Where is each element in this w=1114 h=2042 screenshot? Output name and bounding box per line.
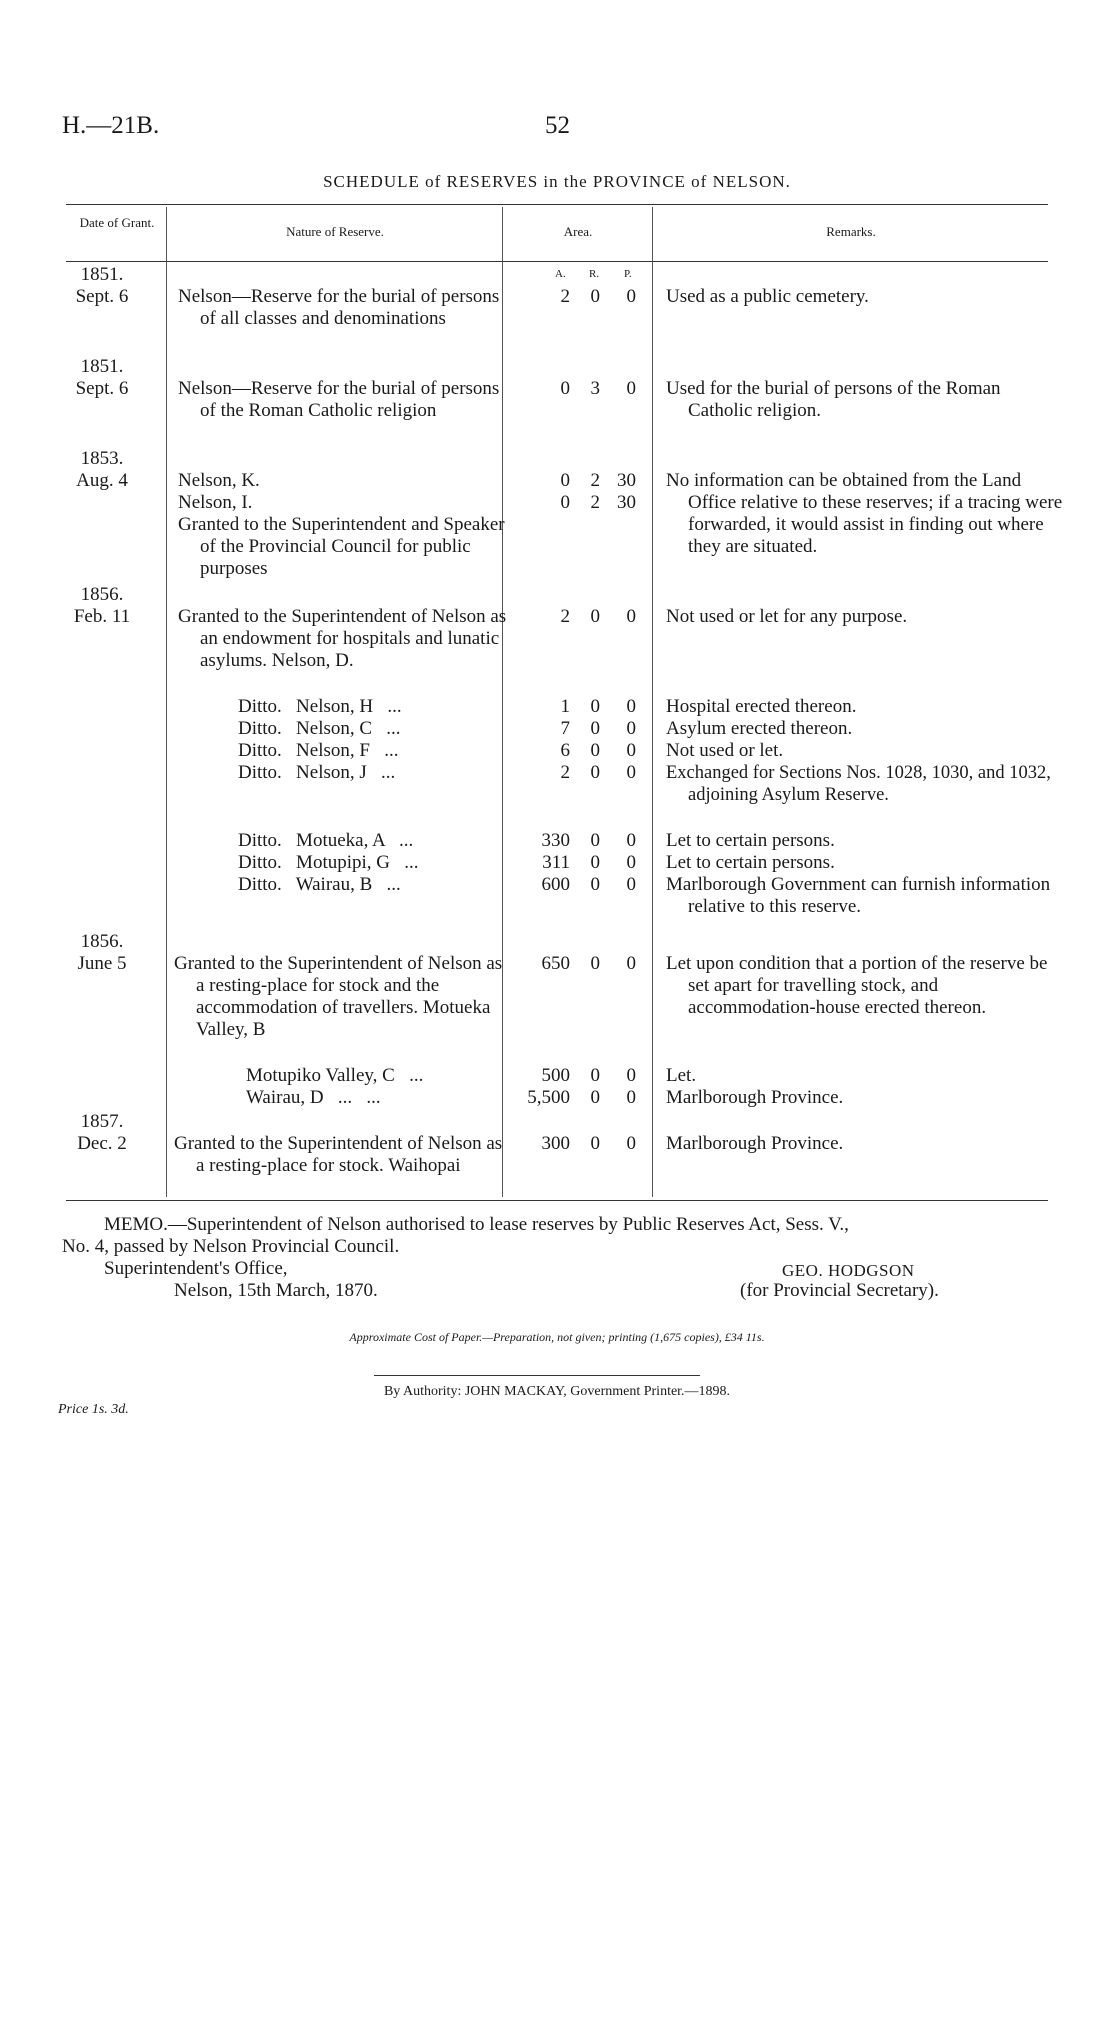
area-acres: 1 (560, 696, 570, 717)
area-perches: 0 (626, 378, 636, 399)
reserve-nature: Granted to the Superintendent and Speaker of the Provincial Council for public purposes (178, 514, 505, 579)
area-perches: 0 (626, 696, 636, 717)
area-subheader-acres: A. (555, 268, 566, 280)
area-perches: 0 (626, 830, 636, 851)
area-roods: 0 (590, 718, 600, 739)
table-bottom-rule (66, 1200, 1048, 1201)
reserve-nature: Motupiko Valley, C ... (246, 1065, 424, 1086)
area-perches: 0 (626, 286, 636, 307)
paper-cost-note: Approximate Cost of Paper.—Preparation, not given; printing (1,675 copies), £34 11s. (349, 1330, 765, 1344)
reserve-nature: Ditto. Motueka, A ... (238, 830, 414, 851)
reserve-remarks: Marlborough Province. (666, 1133, 844, 1154)
area-perches: 0 (626, 718, 636, 739)
grant-date: Aug. 4 (76, 470, 128, 491)
area-acres: 0 (560, 492, 570, 513)
column-divider-2 (502, 207, 503, 1197)
reserve-nature: Granted to the Superintendent of Nelson as a resting-place for stock. Waihopai (174, 1133, 503, 1176)
area-perches: 0 (626, 606, 636, 627)
authority-line: By Authority: JOHN MACKAY, Government Printer.—1898. (383, 1384, 731, 1399)
area-roods: 0 (590, 606, 600, 627)
grant-year: 1851. (80, 356, 124, 377)
grant-year: 1856. (80, 931, 124, 952)
area-roods: 0 (590, 830, 600, 851)
area-roods: 0 (590, 1065, 600, 1086)
reserve-remarks: Let. (666, 1065, 697, 1086)
reserve-nature: Ditto. Nelson, J ... (238, 762, 396, 783)
area-perches: 30 (617, 492, 636, 513)
area-acres: 330 (541, 830, 570, 851)
reserve-remarks: Marlborough Government can furnish information relative to this reserve. (666, 874, 1051, 917)
grant-year: 1857. (80, 1111, 124, 1132)
reserve-remarks: Let to certain persons. (666, 852, 835, 873)
area-roods: 0 (590, 1087, 600, 1108)
reserve-nature: Ditto. Motupipi, G ... (238, 852, 419, 873)
reserve-remarks: Asylum erected thereon. (666, 718, 853, 739)
area-perches: 30 (617, 470, 636, 491)
area-acres: 6 (560, 740, 570, 761)
reserve-remarks: Hospital erected thereon. (666, 696, 857, 717)
area-acres: 650 (541, 953, 570, 974)
authority-rule (374, 1375, 700, 1376)
reserve-nature: Nelson, K. (178, 470, 260, 491)
area-acres: 311 (542, 852, 570, 873)
area-acres: 0 (560, 470, 570, 491)
area-acres: 0 (560, 378, 570, 399)
reserve-nature: Ditto. Wairau, B ... (238, 874, 401, 895)
area-perches: 0 (626, 1065, 636, 1086)
memo-place-date: Nelson, 15th March, 1870. (174, 1280, 378, 1301)
memo-line-2: No. 4, passed by Nelson Provincial Council. (62, 1236, 400, 1257)
area-acres: 500 (541, 1065, 570, 1086)
table-top-rule (66, 204, 1048, 205)
area-acres: 5,500 (527, 1087, 570, 1108)
memo-line-1: MEMO.—Superintendent of Nelson authorised to lease reserves by Public Reserves Act, Sess. V., (104, 1214, 849, 1235)
area-acres: 7 (560, 718, 570, 739)
column-header-nature: Nature of Reserve. (286, 224, 384, 239)
reserve-remarks: Used as a public cemetery. (666, 286, 869, 307)
reserve-nature: Nelson—Reserve for the burial of persons of the Roman Catholic religion (178, 378, 500, 421)
area-roods: 0 (590, 1133, 600, 1154)
area-roods: 0 (590, 740, 600, 761)
reserve-nature: Ditto. Nelson, C ... (238, 718, 401, 739)
price: Price 1s. 3d. (58, 1402, 129, 1417)
area-perches: 0 (626, 852, 636, 873)
reserve-nature: Ditto. Nelson, H ... (238, 696, 402, 717)
reserve-nature: Granted to the Superintendent of Nelson as a resting-place for stock and the accommodation of travellers. Motueka Valley, B (174, 953, 503, 1040)
column-divider-3 (652, 207, 653, 1197)
area-roods: 0 (590, 852, 600, 873)
area-roods: 2 (590, 470, 600, 491)
reserve-remarks: Let upon condition that a portion of the reserve be set apart for travelling stock, and accommodation-house erected thereon. (666, 953, 1048, 1018)
reserve-remarks: Used for the burial of persons of the Roman Catholic religion. (666, 378, 1001, 421)
area-perches: 0 (626, 953, 636, 974)
area-roods: 2 (590, 492, 600, 513)
table-header-rule (66, 261, 1048, 262)
reserve-nature: Granted to the Superintendent of Nelson as an endowment for hospitals and lunatic asylums. Nelson, D. (178, 606, 507, 671)
schedule-title: SCHEDULE of RESERVES in the PROVINCE of NELSON. (323, 172, 791, 191)
reserve-nature: Nelson—Reserve for the burial of persons of all classes and denominations (178, 286, 500, 329)
area-acres: 300 (541, 1133, 570, 1154)
grant-date: Sept. 6 (75, 286, 129, 307)
grant-date: Feb. 11 (73, 606, 131, 627)
area-roods: 0 (590, 874, 600, 895)
reserve-remarks: Not used or let for any purpose. (666, 606, 908, 627)
area-perches: 0 (626, 762, 636, 783)
column-header-area: Area. (563, 224, 593, 239)
area-roods: 0 (590, 953, 600, 974)
grant-date: Dec. 2 (77, 1133, 127, 1154)
area-acres: 2 (560, 286, 570, 307)
page-number: 52 (545, 112, 570, 139)
reserve-remarks: Not used or let. (666, 740, 784, 761)
area-acres: 2 (560, 606, 570, 627)
area-roods: 0 (590, 696, 600, 717)
area-subheader-perches: P. (624, 268, 632, 280)
reserve-remarks: Exchanged for Sections Nos. 1028, 1030, and 1032, adjoining Asylum Reserve. (666, 763, 1051, 805)
area-acres: 2 (560, 762, 570, 783)
memo-signatory: GEO. HODGSON (782, 1261, 915, 1280)
grant-year: 1853. (80, 448, 124, 469)
area-perches: 0 (626, 1087, 636, 1108)
area-roods: 0 (590, 762, 600, 783)
column-header-remarks: Remarks. (826, 224, 876, 239)
area-acres: 600 (541, 874, 570, 895)
area-roods: 3 (590, 378, 600, 399)
column-divider-1 (166, 207, 167, 1197)
column-header-date: Date of Grant. (79, 215, 155, 230)
reserve-remarks: No information can be obtained from the Land Office relative to these reserves; if a tracing were forwarded, it would assist in finding out where they are situated. (666, 470, 1063, 557)
reserve-nature: Wairau, D ... ... (246, 1087, 381, 1108)
area-perches: 0 (626, 874, 636, 895)
memo-office: Superintendent's Office, (104, 1258, 288, 1279)
grant-year: 1851. (80, 264, 124, 285)
document-reference: H.—21B. (62, 112, 160, 139)
reserve-remarks: Marlborough Province. (666, 1087, 844, 1108)
grant-date: June 5 (77, 953, 127, 974)
area-subheader-roods: R. (589, 268, 600, 280)
reserve-remarks: Let to certain persons. (666, 830, 835, 851)
reserve-nature: Nelson, I. (178, 492, 253, 513)
area-roods: 0 (590, 286, 600, 307)
grant-date: Sept. 6 (75, 378, 129, 399)
memo-signatory-role: (for Provincial Secretary). (740, 1280, 939, 1301)
grant-year: 1856. (80, 584, 124, 605)
area-perches: 0 (626, 740, 636, 761)
reserve-nature: Ditto. Nelson, F ... (238, 740, 399, 761)
area-perches: 0 (626, 1133, 636, 1154)
